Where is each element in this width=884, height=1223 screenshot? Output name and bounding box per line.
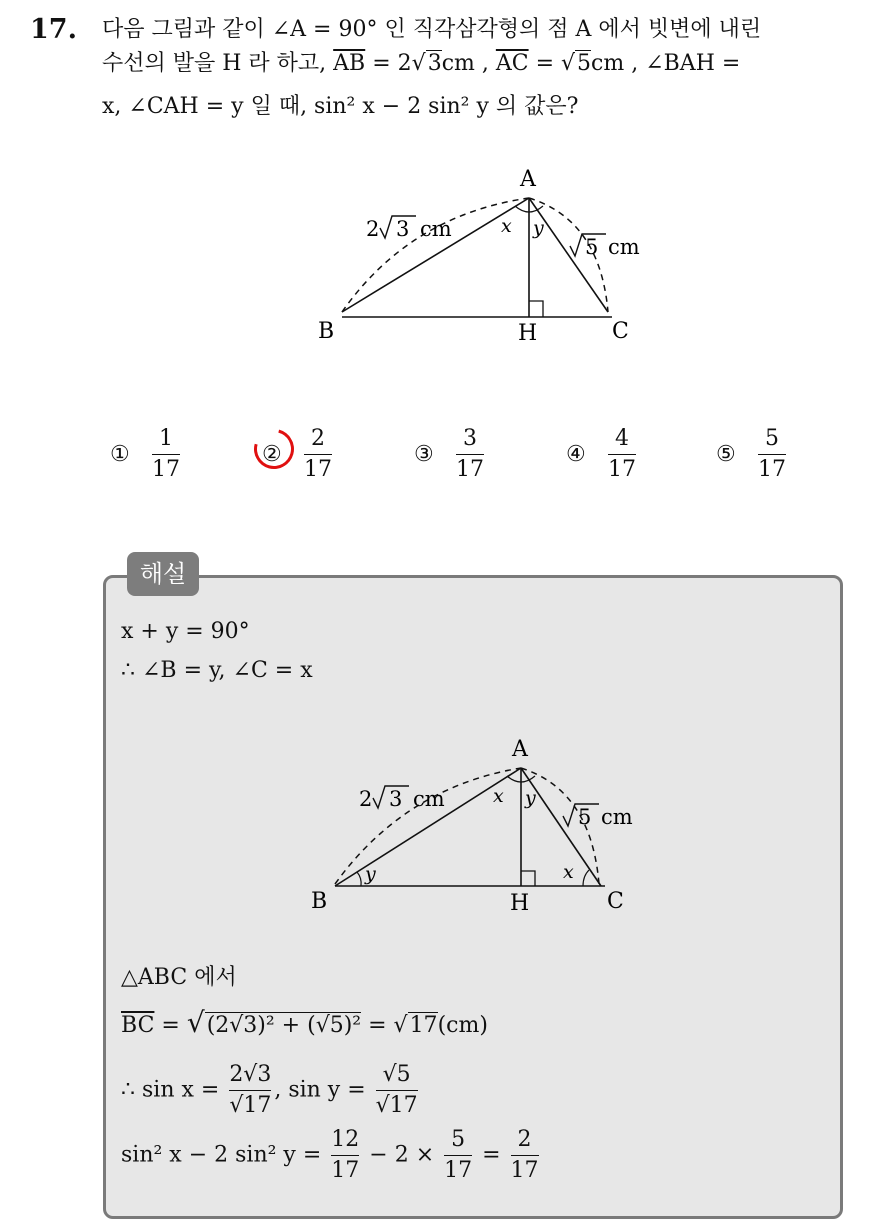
label-ac-rad: 5 bbox=[585, 235, 599, 259]
svg-text:B: B bbox=[311, 889, 328, 914]
vertex-h: H bbox=[518, 321, 538, 346]
svg-text:H: H bbox=[510, 891, 530, 916]
solution-final-line: sin² x − 2 sin² y = $\frac{12}{17}$ − 2 × $\frac{5}{17}$ = $\frac{2}{17}$ bbox=[121, 1127, 539, 1183]
vertex-b: B bbox=[318, 319, 335, 344]
solution-line-3: △ABC 에서 bbox=[121, 965, 237, 990]
svg-text:C: C bbox=[607, 889, 624, 914]
angle-x-label: x bbox=[501, 215, 512, 237]
svg-text:2: 2 bbox=[359, 787, 373, 811]
label-ab-rad: 3 bbox=[396, 217, 410, 241]
triangle-figure bbox=[300, 160, 660, 350]
vertex-c: C bbox=[612, 319, 629, 344]
svg-text:cm: cm bbox=[413, 787, 445, 811]
vertex-a: A bbox=[520, 167, 536, 192]
angle-y-label: y bbox=[533, 217, 544, 239]
solution-line-1: x + y = 90° bbox=[121, 619, 250, 644]
segment-ac: $\overline{AC}$ bbox=[495, 51, 529, 76]
svg-text:y: y bbox=[525, 787, 536, 809]
segment-ab: $\overline{AB}$ bbox=[333, 51, 366, 76]
solution-line-2: ∴ ∠B = y, ∠C = x bbox=[121, 658, 313, 683]
label-ab-unit: cm bbox=[420, 217, 452, 241]
choice-5-fraction: 5 17 bbox=[758, 426, 786, 482]
question-line-3: x, ∠CAH = y 일 때, sin² x − 2 sin² y 의 값은? bbox=[102, 94, 579, 119]
svg-text:3: 3 bbox=[389, 787, 403, 811]
right-angle-mark bbox=[529, 301, 543, 317]
label-ab-coef: 2 bbox=[366, 217, 380, 241]
question-line-2: 수선의 발을 H 라 하고, $\overline{AB} = 2√3cm$ , $\overline{AC} = √5cm$ , ∠BAH = bbox=[102, 51, 741, 76]
choice-4-fraction: 4 17 bbox=[608, 426, 636, 482]
solution-sin-line: ∴ sin x = $\frac{2√3}{√17}$ , sin y = $\frac{√5}{√17}$ bbox=[121, 1062, 418, 1118]
choice-3-fraction: 3 17 bbox=[456, 426, 484, 482]
solution-bc-line: $\overline{BC} = √(2√3)^2 + (√5)^2 = √17(cm)$ bbox=[121, 1006, 488, 1039]
choice-2-fraction: 2 17 bbox=[304, 426, 332, 482]
solution-tag: 해설 bbox=[127, 552, 199, 596]
svg-text:x: x bbox=[563, 861, 574, 883]
svg-text:x: x bbox=[493, 785, 504, 807]
svg-text:A: A bbox=[512, 737, 528, 762]
question-line-1: 다음 그림과 같이 ∠A = 90° 인 직각삼각형의 점 A 에서 빗변에 내린 bbox=[102, 17, 762, 42]
question-number: 17. bbox=[30, 14, 77, 45]
svg-text:5: 5 bbox=[578, 805, 592, 829]
label-ac-unit: cm bbox=[608, 235, 640, 259]
svg-text:y: y bbox=[365, 863, 376, 885]
solution-triangle-figure bbox=[295, 732, 655, 922]
svg-text:cm: cm bbox=[601, 805, 633, 829]
choice-1-fraction: 1 17 bbox=[152, 426, 180, 482]
